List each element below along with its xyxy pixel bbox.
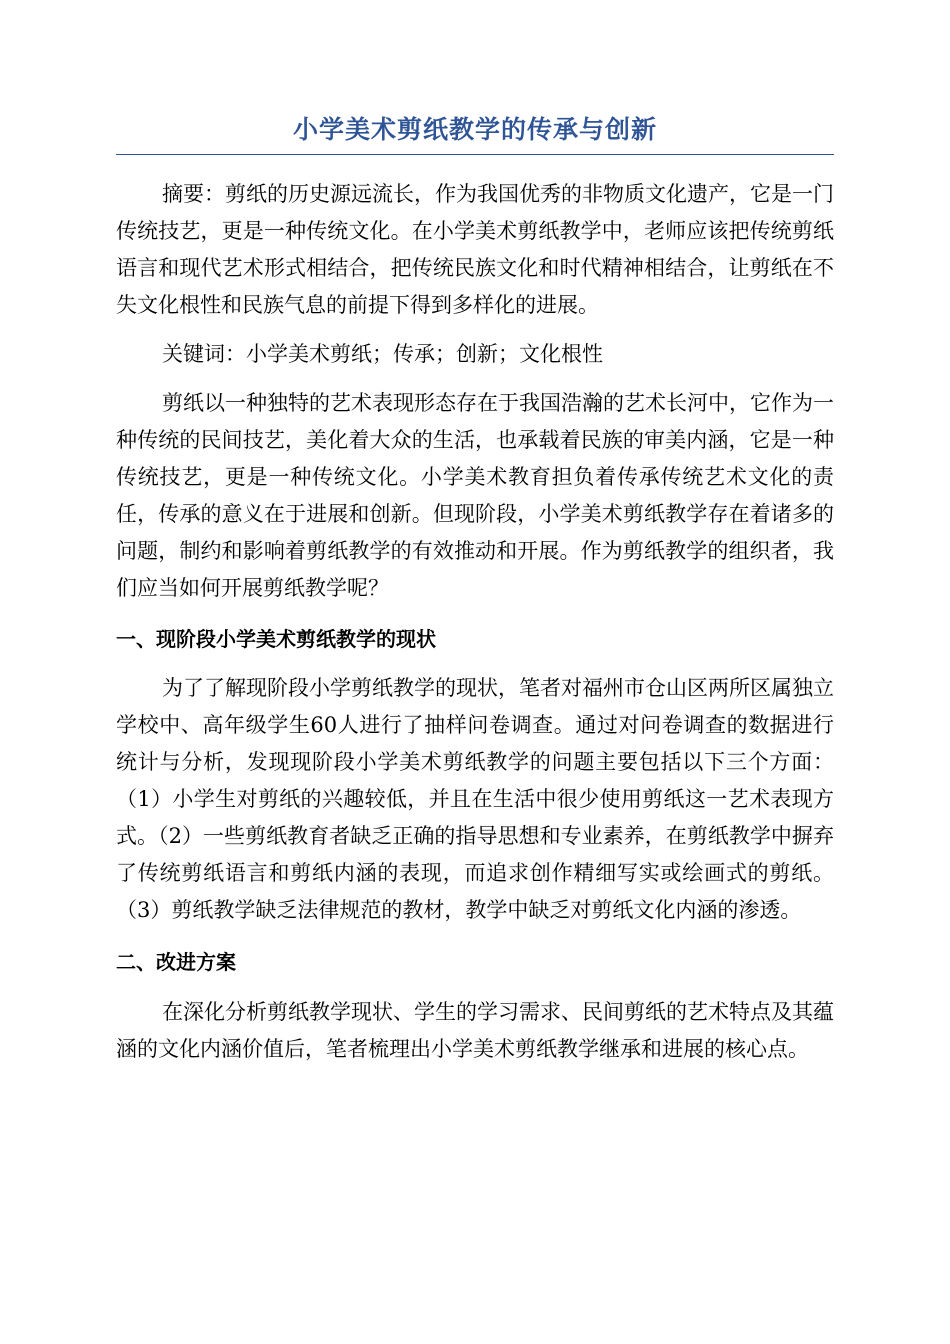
intro-paragraph: 剪纸以一种独特的艺术表现形态存在于我国浩瀚的艺术长河中，它作为一种传统的民间技艺，美化着大众的生活，也承载着民族的审美内涵，它是一种传统技艺，更是一种传统文化。小学美术教育担负着传承传统艺术文化的责任，传承的意义在于进展和创新。但现阶段，小学美术剪纸教学存在着诸多的问题，制约和影响着剪纸教学的有效推动和开展。作为剪纸教学的组织者，我们应当如何开展剪纸教学呢？ [116,391,834,600]
document-title: 小学美术剪纸教学的传承与创新 [116,110,834,155]
keywords-paragraph: 关键词：小学美术剪纸；传承；创新；文化根性 [162,342,603,366]
document-page [116,110,834,1068]
section-heading-status: 一、现阶段小学美术剪纸教学的现状 [116,627,436,651]
section-body-status: 为了了解现阶段小学剪纸教学的现状，笔者对福州市仓山区两所区属独立学校中、高年级学生60人进行了抽样问卷调查。通过对问卷调查的数据进行统计与分析，发现现阶段小学美术剪纸教学的问题主要包括以下三个方面：（1）小学生对剪纸的兴趣较低，并且在生活中很少使用剪纸这一艺术表现方式。（2）一些剪纸教育者缺乏正确的指导思想和专业素养，在剪纸教学中摒弃了传统剪纸语言和剪纸内涵的表现，而追求创作精细写实或绘画式的剪纸。（3）剪纸教学缺乏法律规范的教材，教学中缺乏对剪纸文化内涵的渗透。 [116,676,834,922]
section-body-improvement: 在深化分析剪纸教学现状、学生的学习需求、民间剪纸的艺术特点及其蕴涵的文化内涵价值后，笔者梳理出小学美术剪纸教学继承和进展的核心点。 [116,1000,834,1061]
section-heading-improvement: 二、改进方案 [116,950,236,974]
abstract-paragraph: 摘要：剪纸的历史源远流长，作为我国优秀的非物质文化遗产，它是一门传统技艺，更是一种传统文化。在小学美术剪纸教学中，老师应该把传统剪纸语言和现代艺术形式相结合，把传统民族文化和时代精神相结合，让剪纸在不失文化根性和民族气息的前提下得到多样化的进展。 [116,182,834,317]
